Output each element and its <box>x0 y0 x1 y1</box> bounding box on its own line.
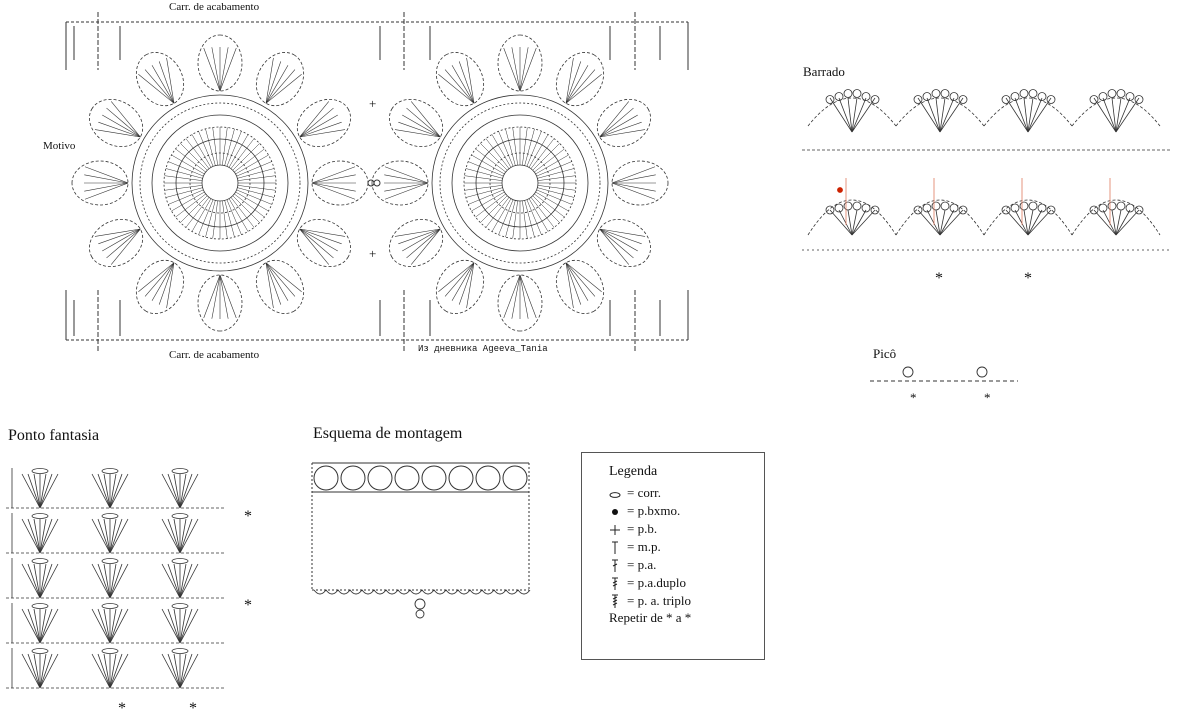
dc-icon <box>609 558 621 572</box>
motif-right <box>372 35 668 331</box>
legend-box <box>581 452 765 660</box>
picot-star-1: * <box>910 390 917 405</box>
border-chart <box>802 90 1170 251</box>
picot-star-2: * <box>984 390 991 405</box>
double-dc-icon <box>609 576 621 590</box>
finishing-row-bottom <box>66 290 688 340</box>
legend-text: = p.bxmo. <box>627 503 681 518</box>
assembly-motif-row <box>314 466 527 490</box>
join-marks <box>368 180 380 186</box>
legend-text: = p.a. <box>627 557 657 572</box>
plus-mark-top: + <box>369 96 377 111</box>
motif-left <box>72 35 368 331</box>
fancy-star-4: * <box>189 700 197 717</box>
assembly-scheme <box>312 463 529 590</box>
legend-text: = p. a. triplo <box>627 593 692 608</box>
triple-dc-icon <box>609 594 621 608</box>
legend-text: = m.p. <box>627 539 661 554</box>
half-dc-icon <box>609 540 621 554</box>
border-title: Barrado <box>803 64 845 79</box>
oval-icon <box>609 486 621 500</box>
legend-item <box>609 557 656 573</box>
fancy-stitch-title: Ponto fantasia <box>8 427 100 444</box>
legend-item <box>609 521 657 537</box>
finishing-row-top <box>66 22 688 70</box>
plus-mark-bottom: + <box>369 246 377 261</box>
finishing-top-label: Carr. de acabamento <box>169 1 260 13</box>
fancy-star-1: * <box>244 508 252 525</box>
picot-chart <box>870 367 1018 381</box>
picot-title: Picô <box>873 346 897 361</box>
finishing-bottom-label: Carr. de acabamento <box>169 349 260 361</box>
plus-icon <box>609 522 621 536</box>
legend-text: = p.b. <box>627 521 658 536</box>
credit-text: Из дневника Ageeva_Tania <box>418 344 548 354</box>
legend-text: = p.a.duplo <box>627 575 686 590</box>
fancy-star-2: * <box>244 597 252 614</box>
fancy-stitch-chart <box>6 468 226 688</box>
legend-item <box>609 593 691 609</box>
legend-item <box>609 575 686 591</box>
border-star-2: * <box>1024 270 1032 287</box>
dot-icon <box>609 504 621 518</box>
motif-label: Motivo <box>43 140 76 152</box>
fancy-star-3: * <box>118 700 126 717</box>
legend-item <box>609 485 661 501</box>
legend-repeat: Repetir de * a * <box>609 610 692 625</box>
assembly-title: Esquema de montagem <box>313 425 463 442</box>
legend-title: Legenda <box>609 464 658 479</box>
legend-item <box>609 539 661 555</box>
assembly-border-edge <box>314 590 530 618</box>
border-star-1: * <box>935 270 943 287</box>
legend-item <box>609 503 680 519</box>
legend-text: = corr. <box>627 485 662 500</box>
